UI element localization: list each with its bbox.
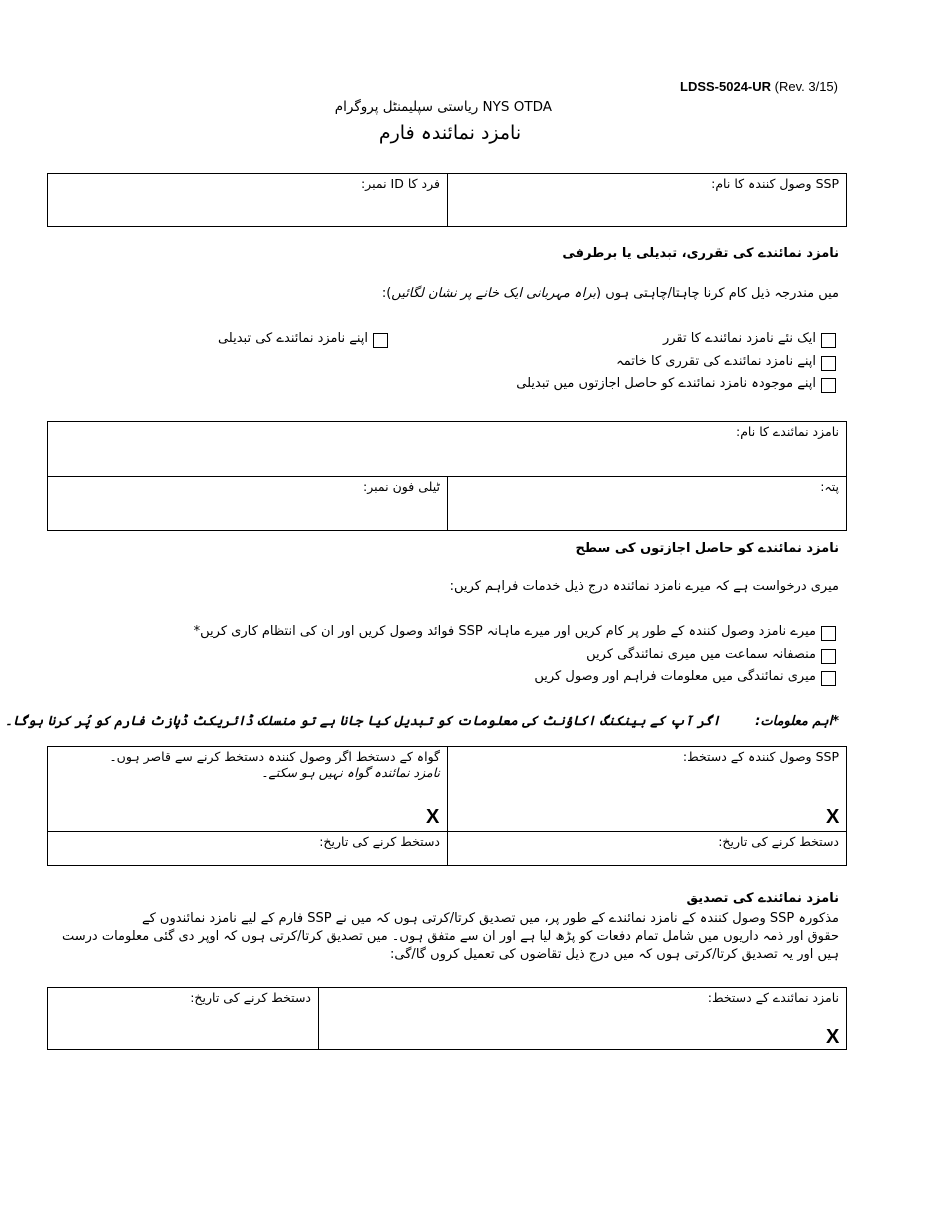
- witness-signature-x: X: [426, 806, 440, 828]
- individual-id-label: فرد کا ID نمبر:: [360, 176, 440, 191]
- witness-date-label: دستخط کرنے کی تاریخ:: [319, 834, 440, 849]
- recipient-name-field[interactable]: [448, 174, 846, 226]
- fair-hearing-label: منصفانہ سماعت میں میری نمائندگی کریں: [586, 647, 816, 662]
- info-exchange-checkbox[interactable]: [821, 671, 836, 686]
- certification-line-2: حقوق اور ذمہ داریوں میں شامل تمام دفعات کو پڑھ لیا ہے اور ان سے متفق ہوں۔ میں تصدیق کرتا/کرتی ہوں کہ اوپر دی گئی معلومات درست: [61, 929, 839, 944]
- payee-checkbox[interactable]: [821, 626, 836, 641]
- new-rep-label: ایک نئے نامزد نمائندے کا تقرر: [662, 331, 816, 346]
- page-title: نامزد نمائندہ فارم: [378, 122, 522, 144]
- info-exchange-label: میری نمائندگی میں معلومات فراہم اور وصول کریں: [534, 669, 816, 684]
- appointment-intro: [382, 286, 839, 301]
- permissions-heading: نامزد نمائندے کو حاصل اجازتوں کی سطح: [575, 541, 839, 556]
- rep-date-field[interactable]: [48, 988, 318, 1049]
- form-revision: (Rev. 3/15): [774, 79, 838, 94]
- change-rep-label: اپنے نامزد نمائندے کی تبدیلی: [217, 331, 368, 346]
- permissions-intro: میری درخواست ہے کہ میرے نامزد نمائندہ درج ذیل خدمات فراہم کریں:: [449, 579, 839, 594]
- recipient-signature-label: SSP وصول کنندہ کے دستخط:: [682, 749, 839, 764]
- certification-line-3: ہیں اور یہ تصدیق کرتا/کرتی ہوں کہ میں درج ذیل تقاضوں کی تعمیل کروں گا/گی:: [390, 947, 839, 962]
- rep-signature-x: X: [826, 1026, 840, 1048]
- phone-field[interactable]: [48, 477, 447, 530]
- end-rep-label: اپنے نامزد نمائندے کی تقرری کا خاتمہ: [616, 354, 816, 369]
- witness-label-italic: نامزد نمائندہ گواہ نہیں ہو سکتے۔: [261, 765, 440, 780]
- program-name: NYS OTDA ریاستی سپلیمنٹل پروگرام: [334, 99, 552, 115]
- rep-date-label: دستخط کرنے کی تاریخ:: [190, 990, 311, 1005]
- address-field[interactable]: [448, 477, 846, 530]
- recipient-date-label: دستخط کرنے کی تاریخ:: [718, 834, 839, 849]
- important-label: *اہم معلومات:: [755, 714, 839, 729]
- important-text: اگر آپ کے بینکنگ اکاؤنٹ کی معلومات کو تبدیل کیا جانا ہے تو منسلک ڈائریکٹ ڈپازٹ فارم کو پُر کرنا ہوگا۔: [4, 714, 721, 729]
- individual-id-field[interactable]: [48, 174, 447, 226]
- certification-line-1: مذکورہ SSP وصول کنندہ کے نامزد نمائندے کے طور پر، میں تصدیق کرتا/کرتی ہوں کہ میں نے SSP فارم کے لیے نامزد نمائندوں کے: [141, 911, 839, 926]
- rep-signature-field[interactable]: [319, 988, 846, 1049]
- recipient-signature-field[interactable]: [448, 747, 846, 831]
- witness-date-field[interactable]: [48, 832, 447, 865]
- appointment-heading: نامزد نمائندے کی تقرری، تبدیلی یا برطرفی: [562, 246, 839, 261]
- address-label: پتہ:: [820, 479, 839, 494]
- witness-label-text: گواہ کے دستخط اگر وصول کنندہ دستخط کرنے سے قاصر ہوں۔: [109, 749, 440, 764]
- change-rep-checkbox[interactable]: [373, 333, 388, 348]
- intro-suffix: ):: [381, 286, 392, 301]
- recipient-signature-x: X: [826, 806, 840, 828]
- important-note: [5, 714, 839, 729]
- form-number: [680, 79, 838, 94]
- rep-name-field[interactable]: [48, 422, 846, 476]
- end-rep-checkbox[interactable]: [821, 356, 836, 371]
- change-permissions-checkbox[interactable]: [821, 378, 836, 393]
- recipient-info-box: [47, 173, 847, 227]
- phone-label: ٹیلی فون نمبر:: [363, 479, 440, 494]
- new-rep-checkbox[interactable]: [821, 333, 836, 348]
- certification-text: [49, 910, 839, 964]
- witness-label: [90, 749, 440, 781]
- fair-hearing-checkbox[interactable]: [821, 649, 836, 664]
- rep-name-label: نامزد نمائندے کا نام:: [735, 424, 839, 439]
- rep-signature-box: [47, 987, 847, 1050]
- form-id: LDSS-5024-UR: [680, 79, 772, 94]
- representative-info-box: [47, 421, 847, 531]
- recipient-name-label: SSP وصول کنندہ کا نام:: [711, 176, 839, 191]
- signature-box: [47, 746, 847, 866]
- witness-signature-field[interactable]: [48, 747, 447, 831]
- intro-prefix: میں مندرجہ ذیل کام کرنا چاہتا/چاہتی ہوں (: [596, 286, 839, 301]
- intro-italic: براہ مہربانی ایک خانے پر نشان لگائیں: [391, 286, 597, 301]
- rep-signature-label: نامزد نمائندے کے دستخط:: [707, 990, 839, 1005]
- certification-heading: نامزد نمائندے کی تصدیق: [686, 891, 839, 906]
- change-permissions-label: اپنے موجودہ نامزد نمائندے کو حاصل اجازتوں میں تبدیلی: [516, 376, 816, 391]
- payee-label: میرے نامزد وصول کنندہ کے طور پر کام کریں اور میرے ماہانہ SSP فوائد وصول کریں اور ان کی انتظام کاری کریں*: [193, 624, 816, 639]
- recipient-date-field[interactable]: [448, 832, 846, 865]
